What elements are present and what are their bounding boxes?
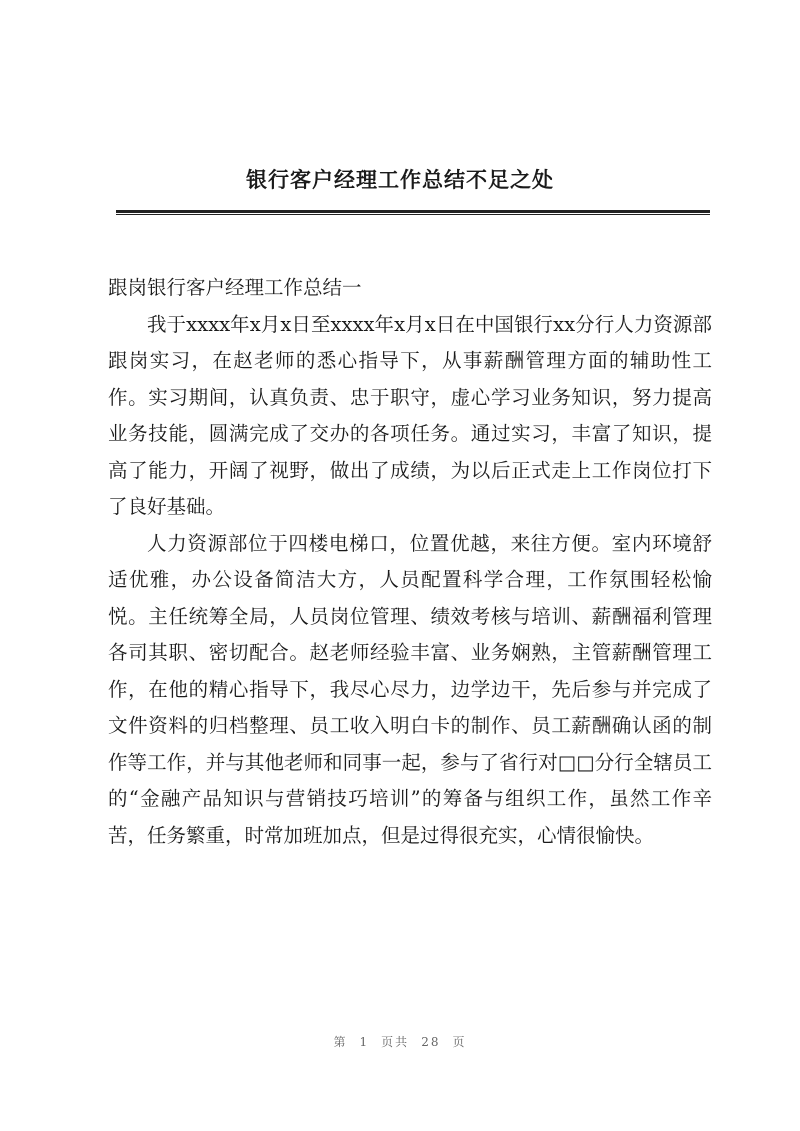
footer-suffix: 页 xyxy=(452,1035,467,1049)
title-divider-thick xyxy=(116,210,710,213)
page-footer xyxy=(0,1033,800,1050)
section-heading: 跟岗银行客户经理工作总结一 xyxy=(108,276,362,299)
footer-total-pages: 28 xyxy=(421,1035,441,1049)
footer-middle: 页共 xyxy=(381,1035,410,1049)
paragraph-2: 人力资源部位于四楼电梯口，位置优越，来往方便。室内环境舒适优雅，办公设备简洁大方，人员配置科学合理，工作氛围轻松愉悦。主任统筹全局，人员岗位管理、绩效考核与培训、薪酬福利管理各司其职、密切配合。赵老师经验丰富、业务娴熟，主管薪酬管理工作，在他的精心指导下，我尽心尽力，边学边干，先后参与并完成了文件资料的归档整理、员工收入明白卡的制作、员工薪酬确认函的制作等工作，并与其他老师和同事一起，参与了省行对□□分行全辖员工的“金融产品知识与营销技巧培训”的筹备与组织工作，虽然工作辛苦，任务繁重，时常加班加点，但是过得很充实，心情很愉快。 xyxy=(108,531,712,847)
footer-prefix: 第 xyxy=(333,1035,348,1049)
footer-page-number: 1 xyxy=(359,1035,370,1049)
document-body xyxy=(108,270,712,854)
title-divider-thin xyxy=(116,214,710,215)
document-title: 银行客户经理工作总结不足之处 xyxy=(246,167,554,192)
paragraph-1: 我于xxxx年x月x日至xxxx年x月x日在中国银行xx分行人力资源部跟岗实习，在赵老师的悉心指导下，从事薪酬管理方面的辅助性工作。实习期间，认真负责、忠于职守，虚心学习业务知识，努力提高业务技能，圆满完成了交办的各项任务。通过实习，丰富了知识，提高了能力，开阔了视野，做出了成绩，为以后正式走上工作岗位打下了良好基础。 xyxy=(108,312,712,518)
